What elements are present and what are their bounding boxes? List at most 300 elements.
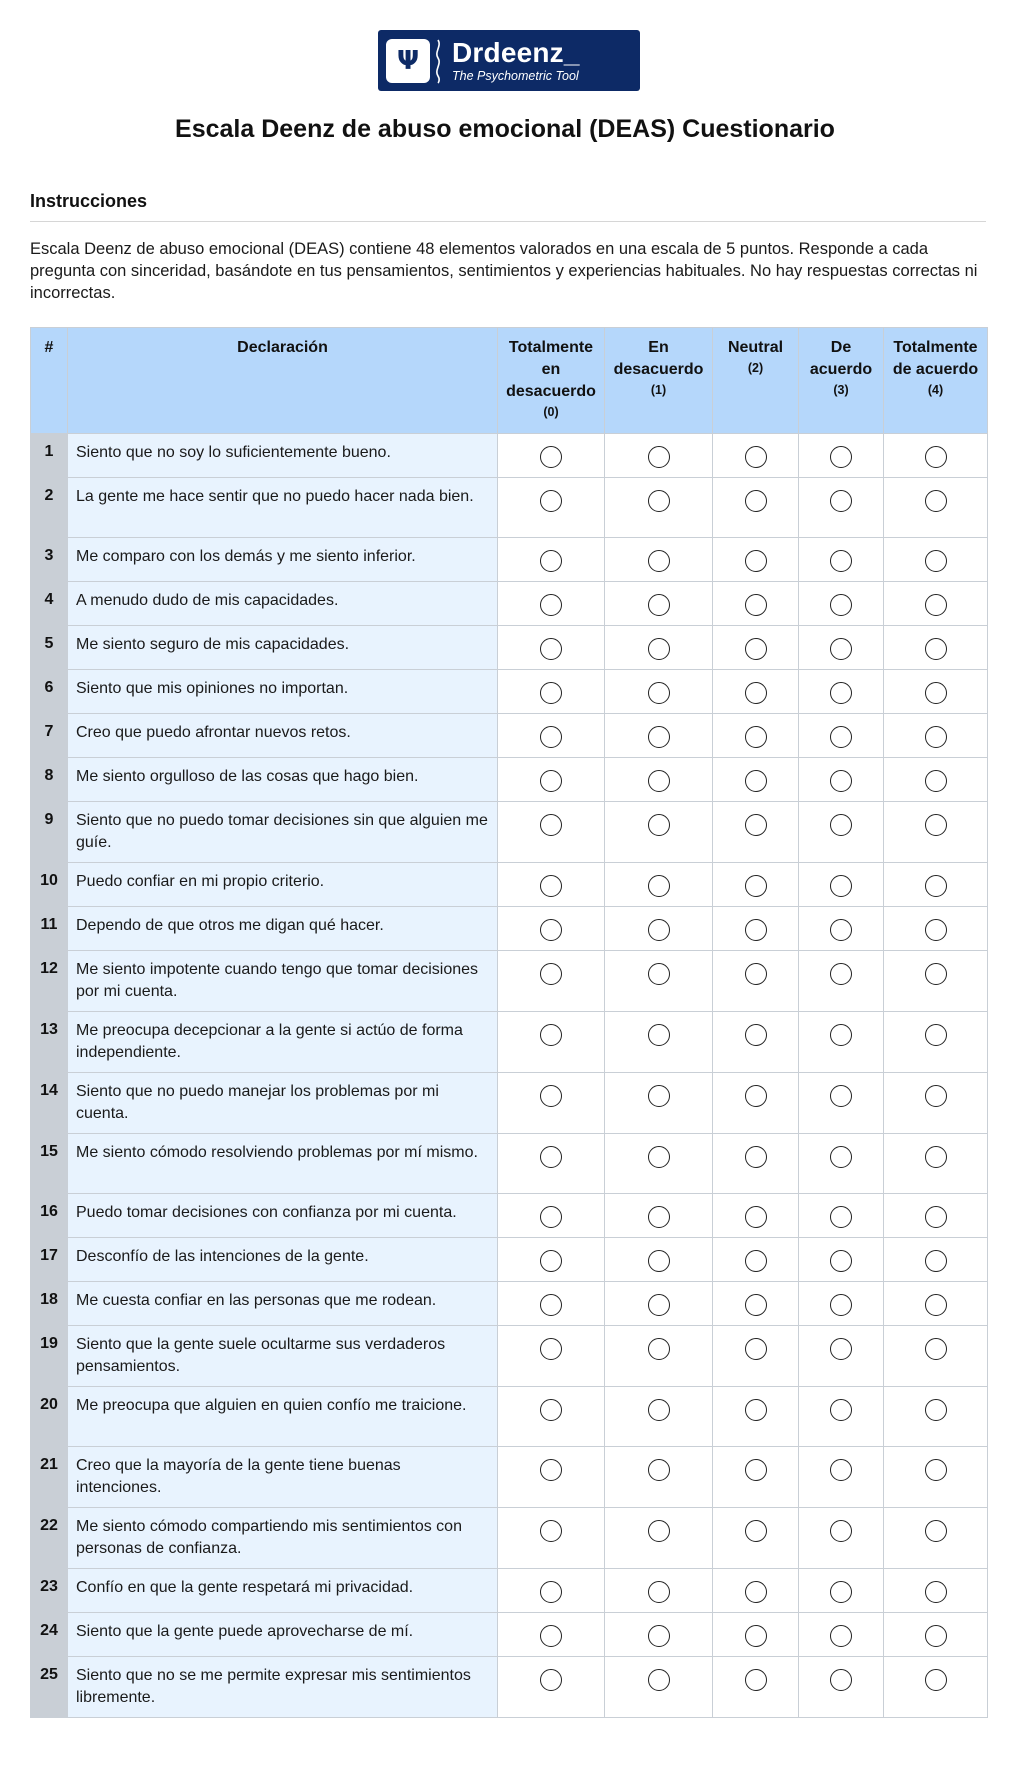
option-cell	[713, 1447, 799, 1508]
option-cell	[605, 1238, 713, 1282]
option-cell	[713, 1326, 799, 1387]
option-cell	[605, 1012, 713, 1073]
radio-option-4[interactable]	[925, 1399, 947, 1421]
radio-option-4[interactable]	[925, 1294, 947, 1316]
option-cell	[799, 1238, 884, 1282]
option-cell	[713, 582, 799, 626]
radio-option-1[interactable]	[648, 1085, 670, 1107]
table-row	[31, 758, 988, 802]
table-row	[31, 1238, 988, 1282]
radio-option-1[interactable]	[648, 550, 670, 572]
radio-option-0[interactable]	[540, 446, 562, 468]
option-cell	[605, 1073, 713, 1134]
radio-option-3[interactable]	[830, 1399, 852, 1421]
statement-text: A menudo dudo de mis capacidades.	[68, 582, 498, 626]
radio-option-2[interactable]	[745, 770, 767, 792]
statement-text: Me siento impotente cuando tengo que tomar decisiones por mi cuenta.	[68, 951, 498, 1012]
questionnaire-table	[30, 327, 988, 1718]
radio-option-3[interactable]	[830, 1459, 852, 1481]
statement-text: Siento que la gente suele ocultarme sus verdaderos pensamientos.	[68, 1326, 498, 1387]
option-cell	[884, 1657, 988, 1718]
radio-option-3[interactable]	[830, 1085, 852, 1107]
row-number: 23	[31, 1569, 68, 1613]
table-row	[31, 1073, 988, 1134]
radio-option-3[interactable]	[830, 1146, 852, 1168]
option-cell	[799, 1194, 884, 1238]
radio-option-3[interactable]	[830, 726, 852, 748]
radio-option-3[interactable]	[830, 814, 852, 836]
radio-option-3[interactable]	[830, 1024, 852, 1046]
option-label: Neutral	[727, 339, 784, 356]
divider	[30, 221, 986, 222]
row-number: 5	[31, 626, 68, 670]
radio-option-3[interactable]	[830, 1625, 852, 1647]
option-cell	[605, 714, 713, 758]
option-cell	[498, 670, 605, 714]
radio-option-0[interactable]	[540, 594, 562, 616]
radio-option-1[interactable]	[648, 1024, 670, 1046]
statement-text: Me siento orgulloso de las cosas que hago bien.	[68, 758, 498, 802]
option-cell	[498, 626, 605, 670]
radio-option-0[interactable]	[540, 1520, 562, 1542]
statement-text: Me cuesta confiar en las personas que me rodean.	[68, 1282, 498, 1326]
radio-option-2[interactable]	[745, 594, 767, 616]
radio-option-4[interactable]	[925, 1146, 947, 1168]
radio-option-3[interactable]	[830, 446, 852, 468]
option-cell	[605, 626, 713, 670]
option-score: (1)	[650, 383, 667, 397]
radio-option-2[interactable]	[745, 875, 767, 897]
option-cell	[884, 714, 988, 758]
table-row	[31, 1282, 988, 1326]
radio-option-3[interactable]	[830, 1338, 852, 1360]
statement-text: La gente me hace sentir que no puedo hacer nada bien.	[68, 478, 498, 538]
statement-text: Dependo de que otros me digan qué hacer.	[68, 907, 498, 951]
radio-option-0[interactable]	[540, 638, 562, 660]
option-cell	[605, 478, 713, 538]
option-cell	[498, 1613, 605, 1657]
row-number: 21	[31, 1447, 68, 1508]
option-cell	[884, 951, 988, 1012]
radio-option-0[interactable]	[540, 682, 562, 704]
radio-option-3[interactable]	[830, 1294, 852, 1316]
radio-option-4[interactable]	[925, 550, 947, 572]
radio-option-0[interactable]	[540, 1250, 562, 1272]
radio-option-4[interactable]	[925, 919, 947, 941]
radio-option-1[interactable]	[648, 919, 670, 941]
column-header-option-1	[605, 328, 713, 434]
row-number: 4	[31, 582, 68, 626]
row-number: 19	[31, 1326, 68, 1387]
option-cell	[605, 1194, 713, 1238]
option-cell	[713, 478, 799, 538]
radio-option-2[interactable]	[745, 1399, 767, 1421]
wave-line-icon	[434, 38, 442, 84]
option-label: En desacuerdo	[613, 339, 704, 378]
option-cell	[884, 907, 988, 951]
option-cell	[799, 907, 884, 951]
radio-option-1[interactable]	[648, 1338, 670, 1360]
option-cell	[884, 1569, 988, 1613]
option-cell	[799, 1569, 884, 1613]
option-cell	[605, 907, 713, 951]
radio-option-3[interactable]	[830, 1520, 852, 1542]
radio-option-1[interactable]	[648, 814, 670, 836]
option-cell	[713, 1134, 799, 1194]
option-cell	[884, 1282, 988, 1326]
table-row	[31, 1447, 988, 1508]
option-cell	[799, 863, 884, 907]
radio-option-0[interactable]	[540, 1459, 562, 1481]
option-cell	[884, 1134, 988, 1194]
option-cell	[799, 1282, 884, 1326]
radio-option-1[interactable]	[648, 490, 670, 512]
column-header-option-3	[799, 328, 884, 434]
row-number: 24	[31, 1613, 68, 1657]
option-cell	[713, 1073, 799, 1134]
row-number: 20	[31, 1387, 68, 1447]
option-label: Totalmente de acuerdo	[892, 339, 979, 378]
radio-option-2[interactable]	[745, 1206, 767, 1228]
row-number: 16	[31, 1194, 68, 1238]
radio-option-1[interactable]	[648, 875, 670, 897]
statement-text: Desconfío de las intenciones de la gente.	[68, 1238, 498, 1282]
row-number: 3	[31, 538, 68, 582]
option-cell	[498, 863, 605, 907]
radio-option-2[interactable]	[745, 1250, 767, 1272]
radio-option-2[interactable]	[745, 1581, 767, 1603]
option-cell	[713, 951, 799, 1012]
option-cell	[605, 1387, 713, 1447]
radio-option-0[interactable]	[540, 875, 562, 897]
radio-option-2[interactable]	[745, 726, 767, 748]
radio-option-4[interactable]	[925, 446, 947, 468]
radio-option-4[interactable]	[925, 1206, 947, 1228]
statement-text: Me siento cómodo compartiendo mis sentimientos con personas de confianza.	[68, 1508, 498, 1569]
option-cell	[713, 802, 799, 863]
radio-option-2[interactable]	[745, 1459, 767, 1481]
radio-option-0[interactable]	[540, 919, 562, 941]
radio-option-1[interactable]	[648, 1206, 670, 1228]
option-cell	[799, 582, 884, 626]
option-cell	[713, 626, 799, 670]
radio-option-4[interactable]	[925, 726, 947, 748]
option-cell	[605, 951, 713, 1012]
radio-option-0[interactable]	[540, 1581, 562, 1603]
statement-text: Puedo confiar en mi propio criterio.	[68, 863, 498, 907]
table-row	[31, 538, 988, 582]
option-cell	[713, 538, 799, 582]
radio-option-4[interactable]	[925, 963, 947, 985]
radio-option-0[interactable]	[540, 1625, 562, 1647]
option-cell	[799, 1012, 884, 1073]
radio-option-1[interactable]	[648, 638, 670, 660]
option-cell	[884, 478, 988, 538]
column-header-number: #	[31, 328, 68, 434]
radio-option-0[interactable]	[540, 1669, 562, 1691]
option-cell	[498, 714, 605, 758]
radio-option-1[interactable]	[648, 726, 670, 748]
radio-option-4[interactable]	[925, 1459, 947, 1481]
radio-option-1[interactable]	[648, 1581, 670, 1603]
radio-option-3[interactable]	[830, 682, 852, 704]
option-cell	[884, 1012, 988, 1073]
option-cell	[799, 758, 884, 802]
radio-option-2[interactable]	[745, 1294, 767, 1316]
radio-option-4[interactable]	[925, 638, 947, 660]
radio-option-4[interactable]	[925, 1669, 947, 1691]
statement-text: Siento que no puedo manejar los problemas por mi cuenta.	[68, 1073, 498, 1134]
radio-option-0[interactable]	[540, 490, 562, 512]
option-cell	[605, 670, 713, 714]
radio-option-3[interactable]	[830, 770, 852, 792]
radio-option-1[interactable]	[648, 1459, 670, 1481]
table-row	[31, 434, 988, 478]
option-cell	[713, 670, 799, 714]
option-cell	[799, 714, 884, 758]
radio-option-1[interactable]	[648, 1399, 670, 1421]
radio-option-3[interactable]	[830, 550, 852, 572]
option-cell	[498, 1657, 605, 1718]
radio-option-0[interactable]	[540, 770, 562, 792]
row-number: 2	[31, 478, 68, 538]
radio-option-1[interactable]	[648, 770, 670, 792]
radio-option-1[interactable]	[648, 1146, 670, 1168]
option-cell	[498, 1569, 605, 1613]
radio-option-3[interactable]	[830, 963, 852, 985]
logo-tagline: The Psychometric Tool	[452, 69, 579, 83]
statement-text: Siento que la gente puede aprovecharse de mí.	[68, 1613, 498, 1657]
option-score: (2)	[747, 361, 764, 375]
radio-option-2[interactable]	[745, 1146, 767, 1168]
radio-option-2[interactable]	[745, 1625, 767, 1647]
option-cell	[799, 434, 884, 478]
statement-text: Siento que no puedo tomar decisiones sin que alguien me guíe.	[68, 802, 498, 863]
radio-option-1[interactable]	[648, 682, 670, 704]
radio-option-3[interactable]	[830, 919, 852, 941]
option-cell	[498, 478, 605, 538]
option-cell	[498, 1073, 605, 1134]
column-header-option-4	[884, 328, 988, 434]
radio-option-0[interactable]	[540, 726, 562, 748]
option-label: De acuerdo	[809, 339, 873, 378]
option-cell	[498, 951, 605, 1012]
radio-option-3[interactable]	[830, 1669, 852, 1691]
statement-text: Puedo tomar decisiones con confianza por mi cuenta.	[68, 1194, 498, 1238]
table-row	[31, 1569, 988, 1613]
radio-option-1[interactable]	[648, 1520, 670, 1542]
row-number: 10	[31, 863, 68, 907]
option-cell	[605, 1447, 713, 1508]
radio-option-2[interactable]	[745, 963, 767, 985]
radio-option-0[interactable]	[540, 1146, 562, 1168]
radio-option-3[interactable]	[830, 875, 852, 897]
radio-option-1[interactable]	[648, 594, 670, 616]
radio-option-0[interactable]	[540, 550, 562, 572]
option-cell	[605, 863, 713, 907]
statement-text: Creo que la mayoría de la gente tiene buenas intenciones.	[68, 1447, 498, 1508]
option-cell	[799, 1387, 884, 1447]
option-cell	[713, 714, 799, 758]
option-cell	[713, 1387, 799, 1447]
row-number: 17	[31, 1238, 68, 1282]
radio-option-2[interactable]	[745, 490, 767, 512]
statement-text: Confío en que la gente respetará mi privacidad.	[68, 1569, 498, 1613]
radio-option-4[interactable]	[925, 1520, 947, 1542]
radio-option-1[interactable]	[648, 446, 670, 468]
radio-option-2[interactable]	[745, 1520, 767, 1542]
option-cell	[713, 1508, 799, 1569]
radio-option-0[interactable]	[540, 1085, 562, 1107]
statement-text: Me comparo con los demás y me siento inferior.	[68, 538, 498, 582]
radio-option-2[interactable]	[745, 814, 767, 836]
option-cell	[498, 1387, 605, 1447]
radio-option-4[interactable]	[925, 1024, 947, 1046]
option-cell	[498, 1134, 605, 1194]
radio-option-2[interactable]	[745, 638, 767, 660]
radio-option-4[interactable]	[925, 770, 947, 792]
row-number: 8	[31, 758, 68, 802]
radio-option-4[interactable]	[925, 814, 947, 836]
option-cell	[799, 1657, 884, 1718]
option-cell	[713, 1569, 799, 1613]
row-number: 15	[31, 1134, 68, 1194]
option-cell	[605, 802, 713, 863]
radio-option-3[interactable]	[830, 490, 852, 512]
row-number: 12	[31, 951, 68, 1012]
statement-text: Siento que mis opiniones no importan.	[68, 670, 498, 714]
option-cell	[884, 1238, 988, 1282]
statement-text: Me siento cómodo resolviendo problemas por mí mismo.	[68, 1134, 498, 1194]
row-number: 6	[31, 670, 68, 714]
option-cell	[799, 1134, 884, 1194]
radio-option-4[interactable]	[925, 1581, 947, 1603]
radio-option-0[interactable]	[540, 1024, 562, 1046]
radio-option-3[interactable]	[830, 1206, 852, 1228]
option-cell	[884, 1508, 988, 1569]
option-cell	[713, 1238, 799, 1282]
radio-option-1[interactable]	[648, 1250, 670, 1272]
table-header-row	[31, 328, 988, 434]
radio-option-4[interactable]	[925, 875, 947, 897]
statement-text: Creo que puedo afrontar nuevos retos.	[68, 714, 498, 758]
option-cell	[713, 1012, 799, 1073]
table-row	[31, 1613, 988, 1657]
option-cell	[498, 1282, 605, 1326]
table-row	[31, 478, 988, 538]
radio-option-3[interactable]	[830, 1250, 852, 1272]
option-cell	[605, 434, 713, 478]
statement-text: Me preocupa decepcionar a la gente si actúo de forma independiente.	[68, 1012, 498, 1073]
radio-option-4[interactable]	[925, 1625, 947, 1647]
row-number: 11	[31, 907, 68, 951]
option-cell	[799, 1613, 884, 1657]
radio-option-4[interactable]	[925, 594, 947, 616]
statement-text: Me siento seguro de mis capacidades.	[68, 626, 498, 670]
option-label: Totalmente en desacuerdo	[506, 339, 596, 400]
option-cell	[498, 582, 605, 626]
radio-option-1[interactable]	[648, 1669, 670, 1691]
option-cell	[713, 1613, 799, 1657]
table-row	[31, 802, 988, 863]
option-cell	[498, 1447, 605, 1508]
radio-option-0[interactable]	[540, 963, 562, 985]
radio-option-3[interactable]	[830, 594, 852, 616]
radio-option-1[interactable]	[648, 1294, 670, 1316]
option-cell	[884, 1387, 988, 1447]
radio-option-2[interactable]	[745, 1085, 767, 1107]
radio-option-4[interactable]	[925, 1085, 947, 1107]
option-cell	[498, 1326, 605, 1387]
radio-option-0[interactable]	[540, 1206, 562, 1228]
radio-option-2[interactable]	[745, 1338, 767, 1360]
instructions-text: Escala Deenz de abuso emocional (DEAS) contiene 48 elementos valorados en una escala de 5 puntos. Responde a cada pregunta con sinceridad, basándote en tus pensamientos, sentimientos y experiencias habituales. No hay respuestas correctas ni incorrectas.	[30, 240, 978, 302]
option-cell	[605, 1657, 713, 1718]
radio-option-4[interactable]	[925, 1338, 947, 1360]
option-cell	[713, 907, 799, 951]
option-cell	[605, 1326, 713, 1387]
table-row	[31, 1387, 988, 1447]
radio-option-1[interactable]	[648, 963, 670, 985]
option-cell	[884, 863, 988, 907]
table-row	[31, 1657, 988, 1718]
radio-option-0[interactable]	[540, 814, 562, 836]
radio-option-0[interactable]	[540, 1399, 562, 1421]
option-cell	[884, 538, 988, 582]
radio-option-4[interactable]	[925, 682, 947, 704]
radio-option-2[interactable]	[745, 1669, 767, 1691]
radio-option-2[interactable]	[745, 550, 767, 572]
radio-option-2[interactable]	[745, 682, 767, 704]
radio-option-2[interactable]	[745, 446, 767, 468]
instructions-heading: Instrucciones	[30, 191, 148, 211]
option-cell	[799, 670, 884, 714]
option-cell	[605, 1134, 713, 1194]
option-cell	[713, 863, 799, 907]
option-score: (3)	[833, 383, 849, 397]
option-cell	[498, 1194, 605, 1238]
option-cell	[799, 1326, 884, 1387]
table-row	[31, 582, 988, 626]
radio-option-4[interactable]	[925, 490, 947, 512]
radio-option-0[interactable]	[540, 1338, 562, 1360]
option-cell	[605, 758, 713, 802]
option-cell	[884, 1613, 988, 1657]
option-cell	[799, 1508, 884, 1569]
radio-option-4[interactable]	[925, 1250, 947, 1272]
row-number: 22	[31, 1508, 68, 1569]
table-row	[31, 670, 988, 714]
table-row	[31, 907, 988, 951]
radio-option-0[interactable]	[540, 1294, 562, 1316]
option-cell	[498, 907, 605, 951]
option-cell	[605, 1613, 713, 1657]
option-cell	[799, 951, 884, 1012]
option-cell	[605, 1282, 713, 1326]
option-cell	[884, 1326, 988, 1387]
radio-option-3[interactable]	[830, 1581, 852, 1603]
logo-name: Drdeenz_	[452, 37, 580, 68]
row-number: 13	[31, 1012, 68, 1073]
option-cell	[713, 1657, 799, 1718]
radio-option-1[interactable]	[648, 1625, 670, 1647]
row-number: 9	[31, 802, 68, 863]
radio-option-2[interactable]	[745, 919, 767, 941]
option-cell	[713, 434, 799, 478]
option-cell	[498, 434, 605, 478]
radio-option-2[interactable]	[745, 1024, 767, 1046]
radio-option-3[interactable]	[830, 638, 852, 660]
